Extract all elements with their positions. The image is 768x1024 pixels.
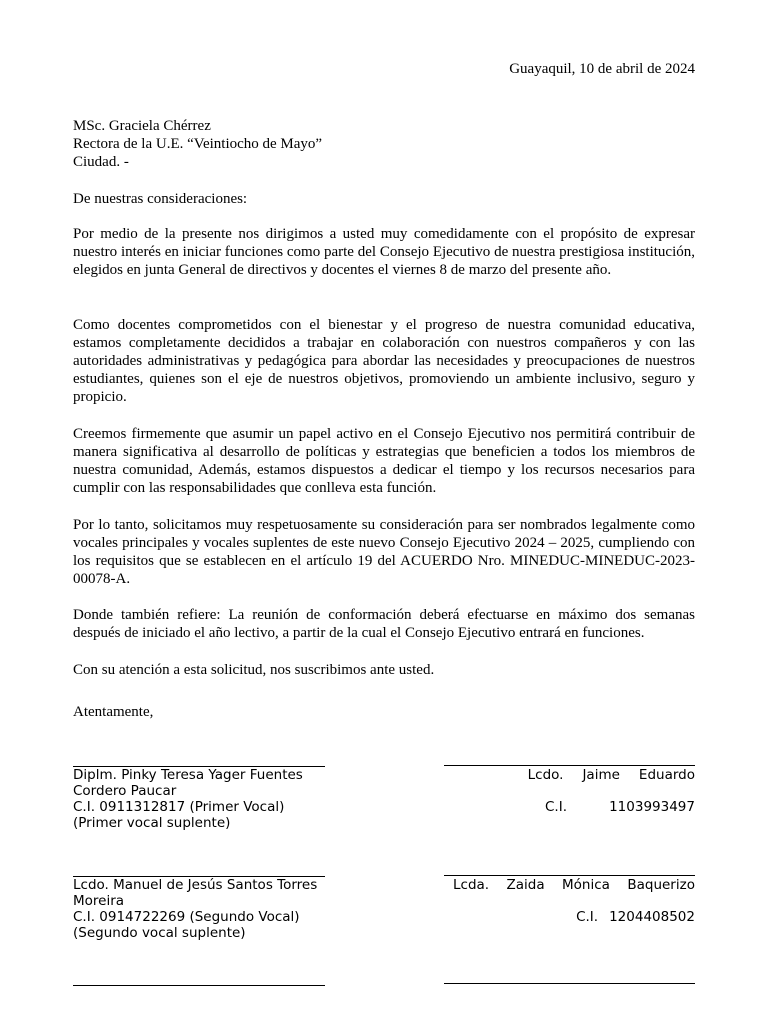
- signer-role: (Primer vocal suplente): [73, 815, 231, 831]
- letter-date: Guayaquil, 10 de abril de 2024: [509, 61, 695, 77]
- signer-line: Cordero Paucar: [73, 783, 177, 799]
- signature-block-2-right: [444, 877, 695, 925]
- paragraph-1: Por medio de la presente nos dirigimos a usted muy comedidamente con el propósito de expresar nuestro interés en iniciar funciones como parte del Consejo Ejecutivo de nuestra prestigiosa institución, elegidos en junta General de directivos y docentes el viernes 8 de marzo del presente año.: [73, 226, 695, 278]
- recipient-city: Ciudad. -: [73, 154, 129, 170]
- signer-name-part: Mónica: [562, 877, 610, 893]
- signature-line-1-right: [444, 765, 695, 766]
- signer-id-row: [444, 799, 695, 815]
- signer-name: Lcdo. Manuel de Jesús Santos Torres: [73, 877, 318, 893]
- recipient-block: [73, 117, 695, 171]
- signer-name-part: Baquerizo: [627, 877, 695, 893]
- recipient-title: Rectora de la U.E. “Veintiocho de Mayo”: [73, 136, 323, 152]
- signer-id: C.I. 0914722269 (Segundo Vocal): [73, 909, 300, 925]
- signature-block-2-left: [73, 877, 325, 941]
- signer-id-label: C.I.: [545, 799, 567, 815]
- signer-name-part: Zaida: [506, 877, 545, 893]
- signer-name: Diplm. Pinky Teresa Yager Fuentes: [73, 767, 303, 783]
- signer-role: (Segundo vocal suplente): [73, 925, 246, 941]
- signer-name-part: Lcdo.: [527, 767, 564, 783]
- paragraph-2: Como docentes comprometidos con el bienestar y el progreso de nuestra comunidad educativa, estamos completamente decididos a trabajar en colaboración con nuestros compañeros y con las autoridades administrativas y pedagógica para abordar las necesidades y preocupaciones de nuestros estudiantes, quienes son el eje de nuestros objetivos, promoviendo un ambiente inclusivo, seguro y propicio.: [73, 317, 695, 405]
- signer-id-label: C.I.: [576, 909, 599, 925]
- signer-name-part: Lcda.: [453, 877, 490, 893]
- signer-line: Moreira: [73, 893, 125, 909]
- signature-block-1-left: [73, 767, 325, 831]
- signer-id-row: [444, 909, 695, 925]
- paragraph-4: Por lo tanto, solicitamos muy respetuosamente su consideración para ser nombrados legalmente como vocales principales y vocales suplentes de este nuevo Consejo Ejecutivo 2024 – 2025, cumpliendo con los requisitos que se establecen en el artículo 19 del ACUERDO Nro. MINEDUC-MINEDUC-2023-00078-A.: [73, 517, 695, 587]
- paragraph-5: Donde también refiere: La reunión de conformación deberá efectuarse en máximo dos semanas después de iniciado el año lectivo, a partir de la cual el Consejo Ejecutivo entrará en funciones.: [73, 607, 695, 641]
- signer-name-row: [444, 877, 695, 893]
- signature-line-3-left: [73, 985, 325, 986]
- paragraph-3: Creemos firmemente que asumir un papel activo en el Consejo Ejecutivo nos permitirá contribuir de manera significativa al desarrollo de políticas y estrategias que beneficien a todos los miembros de nuestra comunidad, Además, estamos dispuestos a dedicar el tiempo y los recursos necesarios para cumplir con las responsabilidades que conlleva esta función.: [73, 426, 695, 496]
- closing: Atentamente,: [73, 704, 154, 720]
- signer-id-number: 1103993497: [609, 799, 695, 815]
- signer-name-part: Jaime: [582, 767, 620, 783]
- signer-name-part: Eduardo: [638, 767, 695, 783]
- signature-line-2-right: [444, 875, 695, 876]
- paragraph-6: Con su atención a esta solicitud, nos suscribimos ante usted.: [73, 662, 435, 678]
- recipient-name: MSc. Graciela Chérrez: [73, 118, 211, 134]
- signature-block-1-right: [444, 767, 695, 815]
- greeting: De nuestras consideraciones:: [73, 191, 248, 207]
- signer-name-row: [444, 767, 695, 783]
- signature-line-3-right: [444, 983, 695, 984]
- signer-id-number: 1204408502: [609, 909, 695, 925]
- signer-id: C.I. 0911312817 (Primer Vocal): [73, 799, 285, 815]
